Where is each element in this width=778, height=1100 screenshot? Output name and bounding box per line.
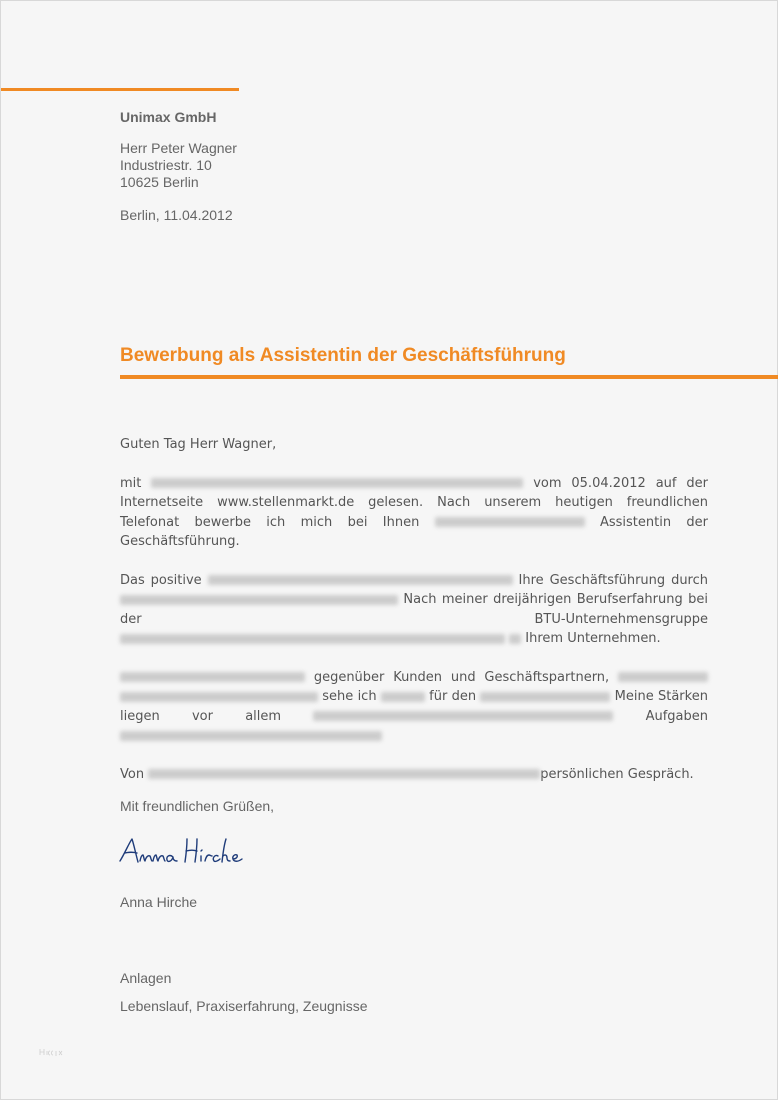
enclosures-list: Lebenslauf, Praxiserfahrung, Zeugnisse <box>120 998 368 1014</box>
p4-text-a: Von <box>120 766 145 782</box>
redacted-text <box>480 692 610 702</box>
p1-text-a: mit <box>120 475 142 491</box>
salutation: Guten Tag Herr Wagner, <box>120 437 277 452</box>
place-date: Berlin, 11.04.2012 <box>120 207 233 223</box>
p2-text-b: Ihre Geschäftsführung durch <box>518 572 709 588</box>
redacted-text <box>208 575 513 585</box>
redacted-text <box>509 634 521 644</box>
faint-watermark <box>39 1048 63 1058</box>
redacted-text <box>148 769 540 779</box>
recipient-city: 10625 Berlin <box>120 174 199 190</box>
subject-line: Bewerbung als Assistentin der Geschäftsführung <box>120 345 566 366</box>
paragraph-3 <box>120 668 708 746</box>
subject-accent-rule <box>120 375 778 379</box>
enclosures-heading: Anlagen <box>120 970 172 986</box>
redacted-text <box>120 672 305 682</box>
recipient-name: Herr Peter Wagner <box>120 140 237 156</box>
redacted-text <box>120 634 505 644</box>
redacted-text <box>120 595 398 605</box>
watermark-mark <box>39 1048 63 1056</box>
signer-name: Anna Hirche <box>120 894 198 910</box>
p3-text-b: sehe ich <box>322 689 377 704</box>
paragraph-2 <box>120 571 708 649</box>
p1-text-b: vom 05.04.2012 auf der Internetseite www.stellenmarkt.de gelesen. Nach unserem heutigen freundlichen Telefonat bewerbe ich mich bei Ihnen <box>120 475 708 530</box>
redacted-text <box>435 517 585 527</box>
redacted-text <box>618 672 708 682</box>
sender-company: Unimax GmbH <box>120 109 217 125</box>
p3-text-c: für den <box>429 689 477 704</box>
p2-text-c: Nach meiner dreijährigen Berufserfahrung bei der BTU-Unternehmensgruppe <box>120 592 709 627</box>
closing-phrase: Mit freundlichen Grüßen, <box>120 798 275 814</box>
redacted-text <box>151 478 523 488</box>
paragraph-1 <box>120 474 708 552</box>
redacted-text <box>381 692 425 702</box>
paragraph-4 <box>120 765 708 785</box>
letter-body <box>120 435 708 803</box>
p2-text-d: Ihrem Unternehmen. <box>525 631 661 646</box>
redacted-text <box>120 731 382 741</box>
handwritten-signature <box>117 831 257 876</box>
p2-text-a: Das positive <box>120 572 202 588</box>
p1-text-c: Assistentin der Geschäftsführung. <box>120 514 708 549</box>
p4-text-b: persönlichen Gespräch. <box>540 766 694 782</box>
recipient-address <box>120 140 237 191</box>
top-accent-rule <box>1 88 239 91</box>
redacted-text <box>120 692 318 702</box>
redacted-text <box>313 711 613 721</box>
signature-image <box>117 831 257 871</box>
p3-text-a: gegenüber Kunden und Geschäftspartnern, <box>313 669 610 685</box>
p3-text-e: Aufgaben <box>645 708 708 724</box>
p3-text-d: Meine Stärken liegen vor allem <box>120 689 708 724</box>
recipient-street: Industriestr. 10 <box>120 157 212 173</box>
